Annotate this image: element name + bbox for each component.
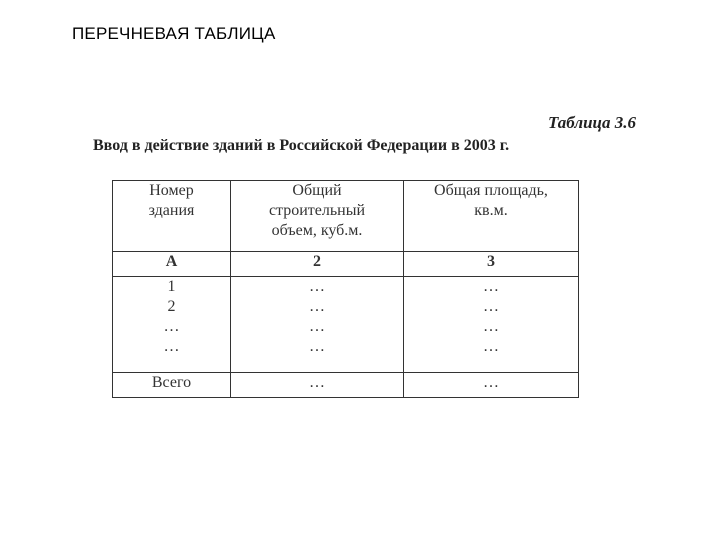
table-cell-line: … (483, 338, 499, 355)
header-building-number (113, 181, 231, 252)
total-area: … (404, 373, 579, 398)
total-volume: … (231, 373, 404, 398)
header-area (404, 181, 579, 252)
table-cell-line: … (309, 278, 325, 295)
column-number-row (113, 252, 579, 277)
header-line: Общая площадь, (434, 182, 548, 199)
table-cell-line: … (309, 338, 325, 355)
column-number: 3 (404, 252, 579, 277)
building-number-cell (113, 277, 231, 373)
header-line: строительный (268, 202, 366, 219)
table-cell-line: … (163, 338, 180, 355)
column-number: А (113, 252, 231, 277)
total-label: Всего (113, 373, 231, 398)
table-cell-line: 1 (167, 278, 176, 295)
volume-cell (231, 277, 404, 373)
header-row (113, 181, 579, 252)
total-row (113, 373, 579, 398)
header-line: Номер (149, 182, 194, 199)
header-line: Общий (292, 182, 342, 199)
table-body-row (113, 277, 579, 373)
table-cell-line: … (483, 278, 499, 295)
table-cell-line: … (483, 318, 499, 335)
table-figure (88, 105, 636, 405)
table-cell-line: 2 (167, 298, 176, 315)
area-cell (404, 277, 579, 373)
table-cell-line: … (483, 298, 499, 315)
table-cell-line: … (309, 318, 325, 335)
table-cell-line: … (309, 298, 325, 315)
table-cell-line: … (163, 318, 180, 335)
column-number: 2 (231, 252, 404, 277)
header-line: здания (148, 202, 195, 219)
header-line: объем, куб.м. (271, 222, 363, 239)
header-line: кв.м. (474, 202, 508, 219)
header-volume (231, 181, 404, 252)
buildings-table (112, 180, 579, 398)
table-caption: Ввод в действие зданий в Российской Федерации в 2003 г. (93, 137, 510, 154)
table-number: Таблица 3.6 (548, 113, 636, 132)
slide-title: ПЕРЕЧНЕВАЯ ТАБЛИЦА (72, 24, 276, 43)
